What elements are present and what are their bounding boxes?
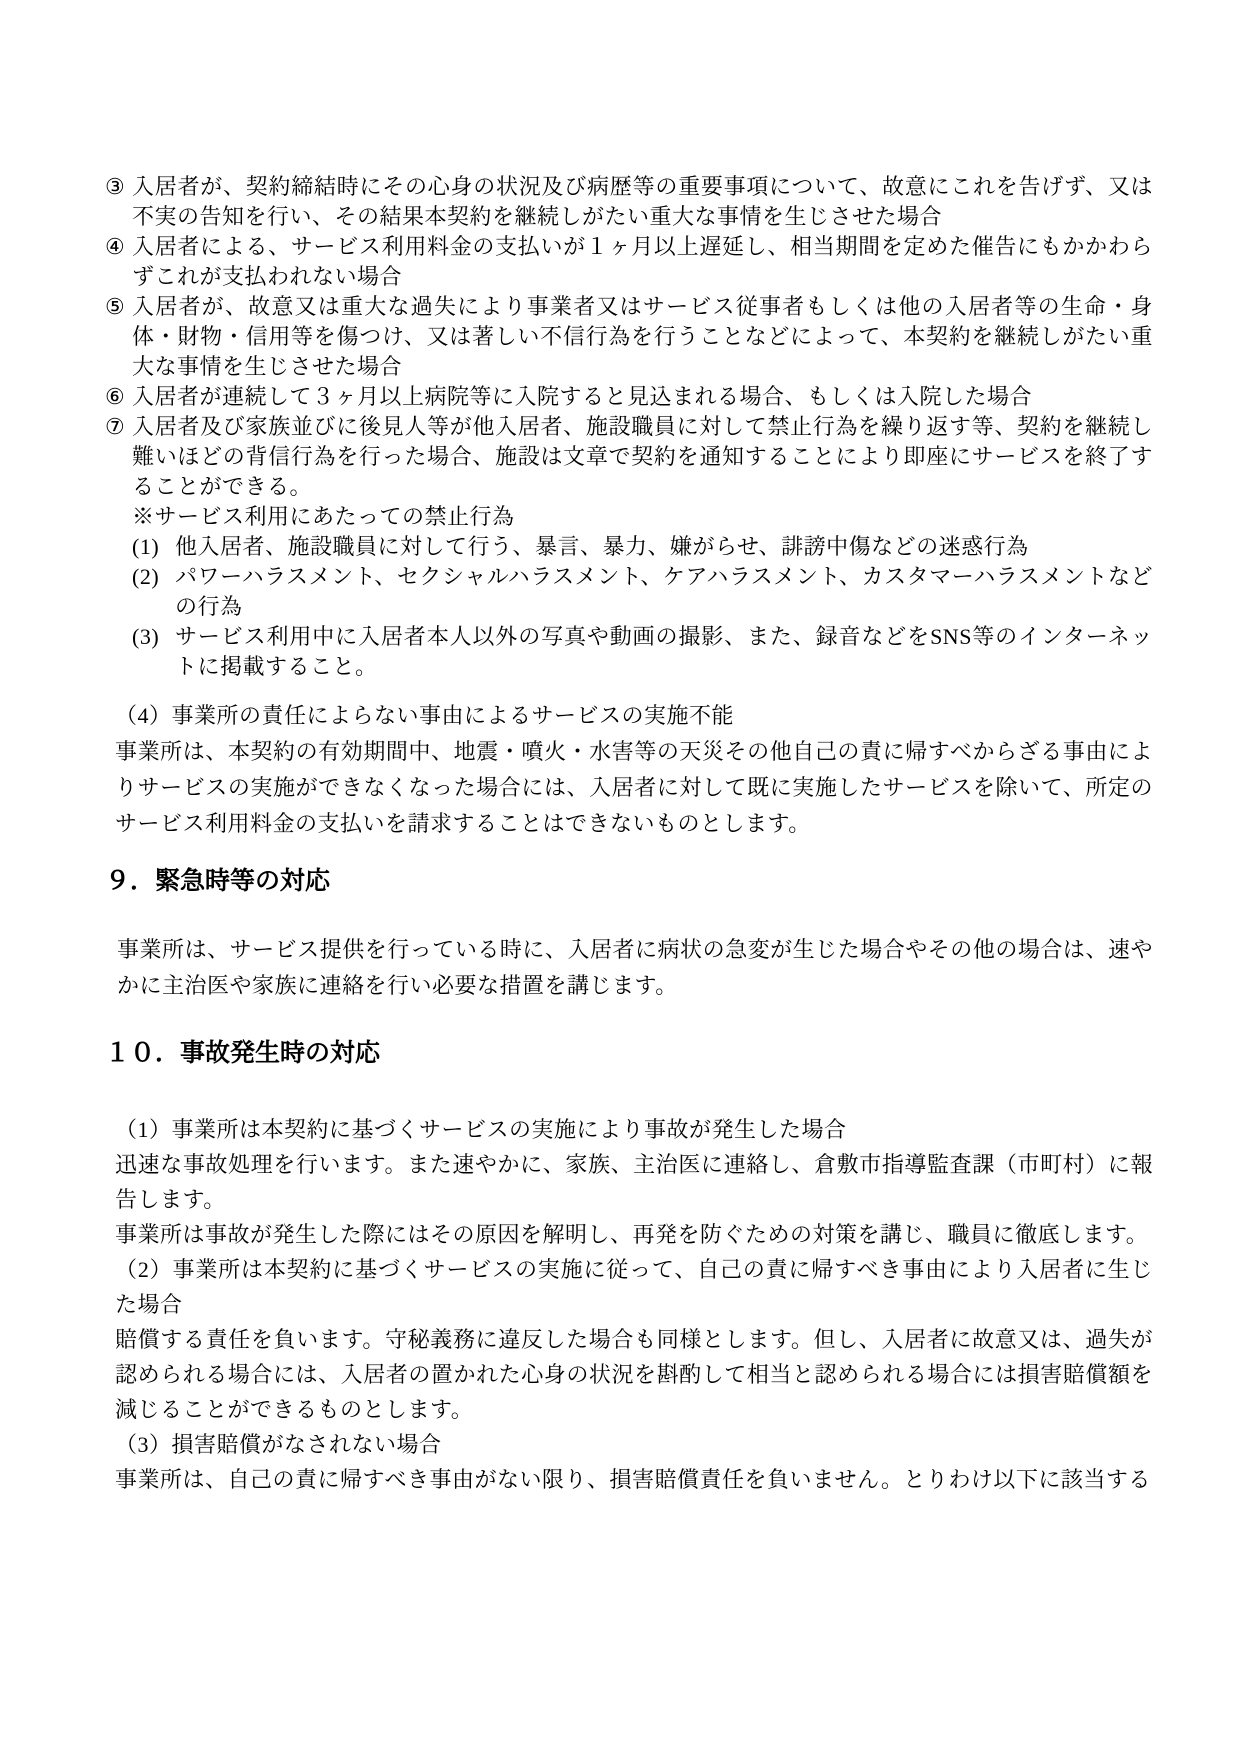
clause-heading: （3）損害賠償がなされない場合 [115, 1432, 442, 1457]
sub-item-text: 他入居者、施設職員に対して行う、暴言、暴力、嫌がらせ、誹謗中傷などの迷惑行為 [175, 534, 1029, 559]
sub-list-item [132, 562, 1153, 622]
item-text: 入居者が、契約締結時にその心身の状況及び病歴等の重要事項について、故意にこれを告げず、又は不実の告知を行い、その結果本契約を継続しがたい重大な事情を生じさせた場合 [132, 174, 1153, 229]
item-number: ④ [105, 234, 126, 259]
sub-list-item [132, 532, 1153, 562]
item-number: ③ [105, 174, 126, 199]
list-item [105, 232, 1153, 292]
item-text: 入居者による、サービス利用料金の支払いが１ヶ月以上遅延し、相当期間を定めた催告にもかかわらずこれが支払われない場合 [132, 234, 1153, 289]
list-item [105, 412, 1153, 682]
clause-paragraph: 迅速な事故処理を行います。また速やかに、家族、主治医に連絡し、倉敷市指導監査課（市町村）に報告します。 [115, 1152, 1153, 1212]
item-number: ⑦ [105, 414, 126, 439]
sub-item-text: サービス利用中に入居者本人以外の写真や動画の撮影、また、録音などをSNS等のインターネットに掲載すること。 [175, 624, 1153, 679]
section-service-impossibility [105, 698, 1153, 842]
emergency-paragraph: 事業所は、サービス提供を行っている時に、入居者に病状の急変が生じた場合やその他の場合は、速やかに主治医や家族に連絡を行い必要な措置を講じます。 [117, 937, 1153, 998]
sub-item-number: (3) [132, 624, 160, 649]
section-heading-accident: １０．事故発生時の対応 [105, 1039, 381, 1067]
document-page [105, 172, 1153, 1497]
item-text: 入居者が連続して３ヶ月以上病院等に入院すると見込まれる場合、もしくは入院した場合 [132, 384, 1033, 409]
clause-paragraph: 事業所は、本契約の有効期間中、地震・噴火・水害等の天災その他自己の責に帰すべからざる事由によりサービスの実施ができなくなった場合には、入居者に対して既に実施したサービスを除いて、所定のサービス利用料金の支払いを請求することはできないものとします。 [115, 739, 1153, 836]
clause-heading: （1）事業所は本契約に基づくサービスの実施により事故が発生した場合 [115, 1117, 847, 1142]
clause-heading: （2）事業所は本契約に基づくサービスの実施に従って、自己の責に帰すべき事由により入居者に生じた場合 [115, 1257, 1153, 1317]
accident-clauses [105, 1112, 1153, 1497]
list-item [105, 292, 1153, 382]
item-number: ⑤ [105, 294, 126, 319]
sub-list-item [132, 622, 1153, 682]
prohibited-acts-note: ※サービス利用にあたっての禁止行為 [132, 504, 515, 529]
clause-paragraph: 事業所は、自己の責に帰すべき事由がない限り、損害賠償責任を負いません。とりわけ以下に該当する [115, 1467, 1151, 1492]
item-text: 入居者が、故意又は重大な過失により事業者又はサービス従事者もしくは他の入居者等の生命・身体・財物・信用等を傷つけ、又は著しい不信行為を行うことなどによって、本契約を継続しがたい重大な事情を生じさせた場合 [132, 294, 1153, 379]
item-number: ⑥ [105, 384, 126, 409]
item-text: 入居者及び家族並びに後見人等が他入居者、施設職員に対して禁止行為を繰り返す等、契約を継続し難いほどの背信行為を行った場合、施設は文章で契約を通知することにより即座にサービスを終了することができる。 [132, 414, 1153, 499]
termination-conditions-list [105, 172, 1153, 682]
section-heading-emergency: ９．緊急時等の対応 [105, 867, 331, 895]
clause-heading: （4）事業所の責任によらない事由によるサービスの実施不能 [115, 703, 735, 728]
clause-paragraph: 賠償する責任を負います。守秘義務に違反した場合も同様とします。但し、入居者に故意又は、過失が認められる場合には、入居者の置かれた心身の状況を斟酌して相当と認められる場合には損害賠償額を減じることができるものとします。 [115, 1327, 1153, 1422]
list-item [105, 172, 1153, 232]
sub-item-text: パワーハラスメント、セクシャルハラスメント、ケアハラスメント、カスタマーハラスメントなどの行為 [175, 564, 1153, 619]
clause-paragraph: 事業所は事故が発生した際にはその原因を解明し、再発を防ぐための対策を講じ、職員に徹底します。 [115, 1222, 1149, 1247]
sub-item-number: (2) [132, 564, 160, 589]
sub-item-number: (1) [132, 534, 160, 559]
list-item [105, 382, 1153, 412]
